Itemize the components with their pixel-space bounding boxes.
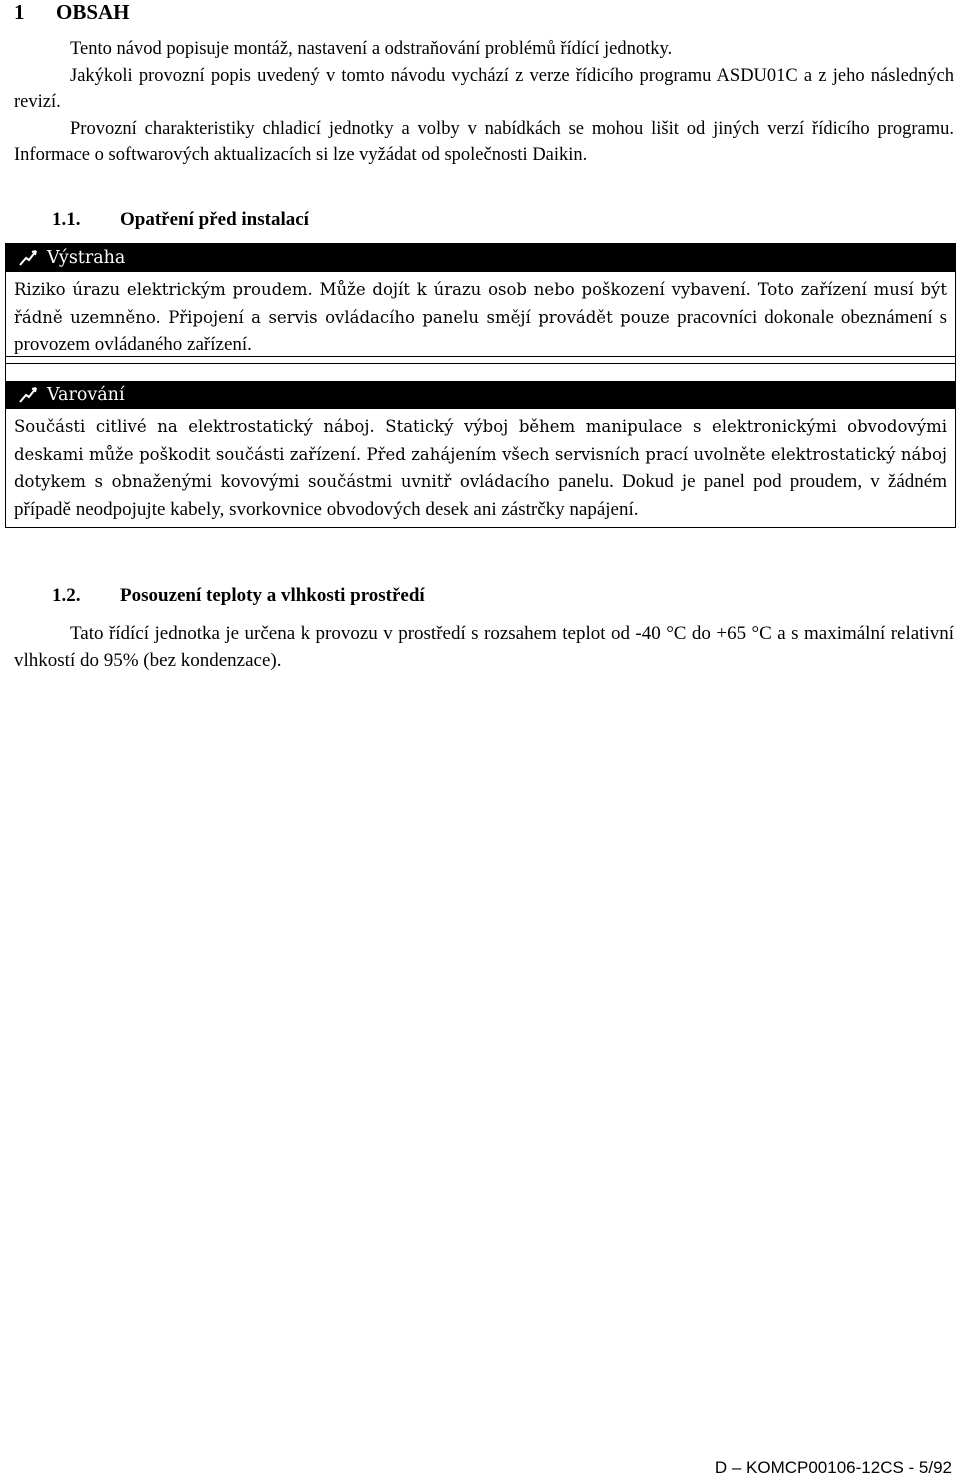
section-title: OBSAH	[56, 0, 130, 24]
warning-text-2	[6, 409, 955, 527]
intro-paragraph-3: Provozní charakteristiky chladicí jednotky a volby v nabídkách se mohou lišit od jiných verzí řídicího programu. Informace o softwarových aktualizacích si lze vyžádat od společnosti Daikin.	[14, 118, 954, 165]
electric-hazard-icon	[18, 249, 38, 267]
subsection-title-2: Posouzení teploty a vlhkosti prostředí	[120, 585, 425, 606]
intro-text	[14, 36, 954, 169]
subsection-heading-2	[52, 584, 425, 608]
warning-header-1	[6, 244, 955, 272]
section-heading	[14, 0, 130, 24]
warning-header-2	[6, 381, 955, 409]
warning-spacer	[6, 357, 955, 381]
page-footer: D – KOMCP00106-12CS - 5/92	[714, 1458, 952, 1477]
warning-text-2b: panelu. Dokud je panel pod proudem, v žádném případě neodpojujte kabely, svorkovnice obvodových desek ani zástrčky napájení.	[14, 471, 947, 520]
warning-title-1: Výstraha	[47, 248, 126, 268]
environment-paragraph: Tato řídící jednotka je určena k provozu v prostředí s rozsahem teplot od -40 °C do +65 °C a s maximální relativní vlhkostí do 95% (bez kondenzace).	[14, 623, 954, 671]
subsection-title-1: Opatření před instalací	[120, 209, 309, 230]
subsection-number-2: 1.2.	[52, 585, 81, 606]
warning-text-1	[6, 272, 955, 363]
section-number: 1	[14, 0, 25, 24]
warning-text-1b: pracovníci dokonale obeznámení s provozem ovládaného zařízení.	[14, 306, 947, 355]
subsection-heading-1	[52, 208, 309, 232]
warning-text-2a: Součásti citlivé na elektrostatický náboj. Statický výboj během manipulace s elektronickými obvodovými deskami může poškodit součásti zařízení. Před zahájením všech servisních prací uvolněte elektrostatický náboj dotykem s obnaženými kovovými součástmi uvnitř ovládacího	[14, 417, 947, 491]
subsection-number-1: 1.1.	[52, 209, 81, 230]
warning-title-2: Varování	[47, 385, 125, 405]
warning-box-1	[5, 243, 956, 364]
warning-text-1a: Riziko úrazu elektrickým proudem. Může dojít k úrazu osob nebo poškození vybavení. Toto zařízení musí být řádně uzemněno. Připojení a servis ovládacího panelu smějí provádět pouze	[14, 280, 947, 327]
intro-paragraph-1: Tento návod popisuje montáž, nastavení a odstraňování problémů řídící jednotky.	[70, 39, 673, 59]
warning-box-2	[5, 356, 956, 528]
intro-paragraph-2: Jakýkoli provozní popis uvedený v tomto návodu vychází z verze řídicího programu ASDU01C a z jeho následných revizí.	[14, 65, 954, 112]
electric-hazard-icon	[18, 386, 38, 404]
